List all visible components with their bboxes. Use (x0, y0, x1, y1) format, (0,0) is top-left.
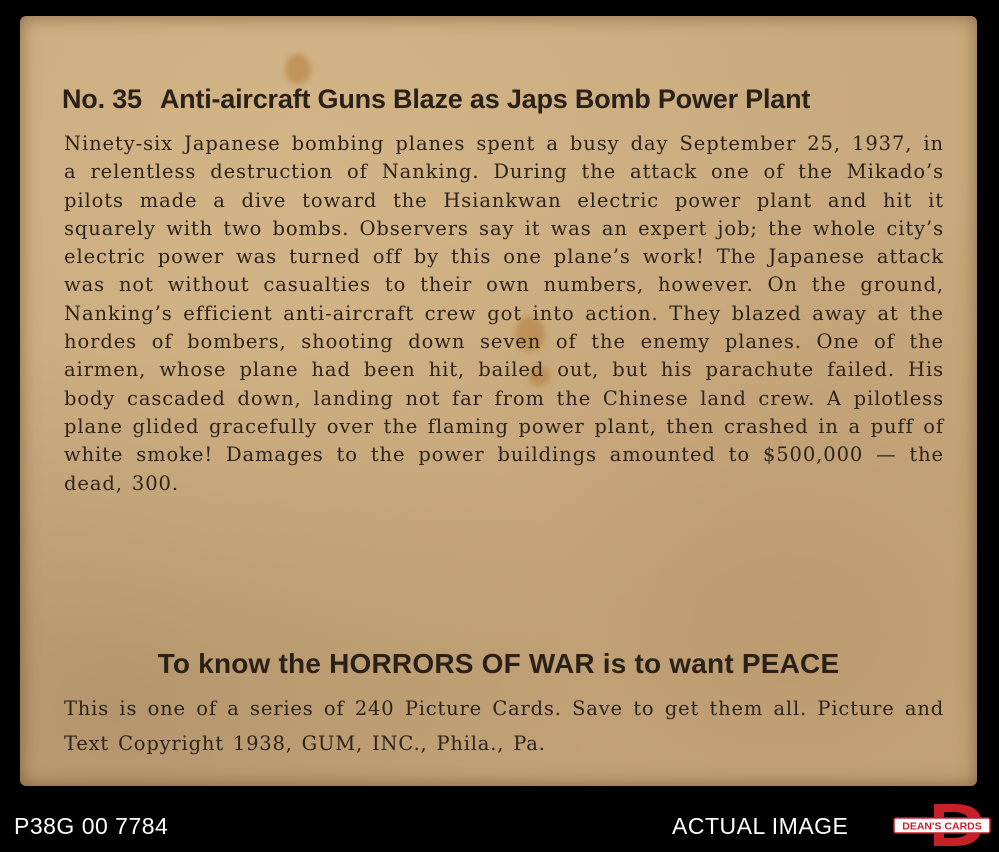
series-copyright-note: This is one of a series of 240 Picture Cards. Save to get them all. Picture and Text Copyright 1938, GUM, INC., Phila., Pa. (64, 697, 944, 755)
card-headline: Anti-aircraft Guns Blaze as Japs Bomb Power Plant (159, 84, 811, 114)
card-story-text: Ninety-six Japanese bombing planes spent a busy day September 25, 1937, in a relentless destruction of Nanking. During the attack one of the Mikado’s pilots made a dive toward the Hsiankwan electric power plant and hit it squarely with two bombs. Observers say it was an expert job; the whole city’s electric power was turned off by this one plane’s work! The Japanese attack was not without casualties to their own numbers, however. On the ground, Nanking’s efficient anti-aircraft crew got into action. They blazed away at the hordes of bombers, shooting down seven of the enemy planes. One of the airmen, whose plane had been hit, bailed out, but his parachute failed. His body cascaded down, landing not far from the Chinese land crew. A pilotless plane glided gracefully over the flaming power plant, then crashed in a puff of white smoke! Damages to the power buildings amounted to $500,000 — the dead, 300. (64, 132, 944, 495)
card-number: No. 35 (62, 84, 142, 114)
peace-slogan: To know the HORRORS OF WAR is to want PEACE (157, 648, 840, 679)
svg-text:DEAN'S CARDS: DEAN'S CARDS (902, 820, 982, 833)
inventory-code: P38G 00 7784 (14, 813, 169, 839)
trading-card-back (20, 16, 977, 786)
deans-cards-logo (892, 802, 992, 848)
actual-image-label: ACTUAL IMAGE (672, 813, 849, 839)
card-title (62, 84, 952, 115)
age-stain (285, 54, 311, 84)
